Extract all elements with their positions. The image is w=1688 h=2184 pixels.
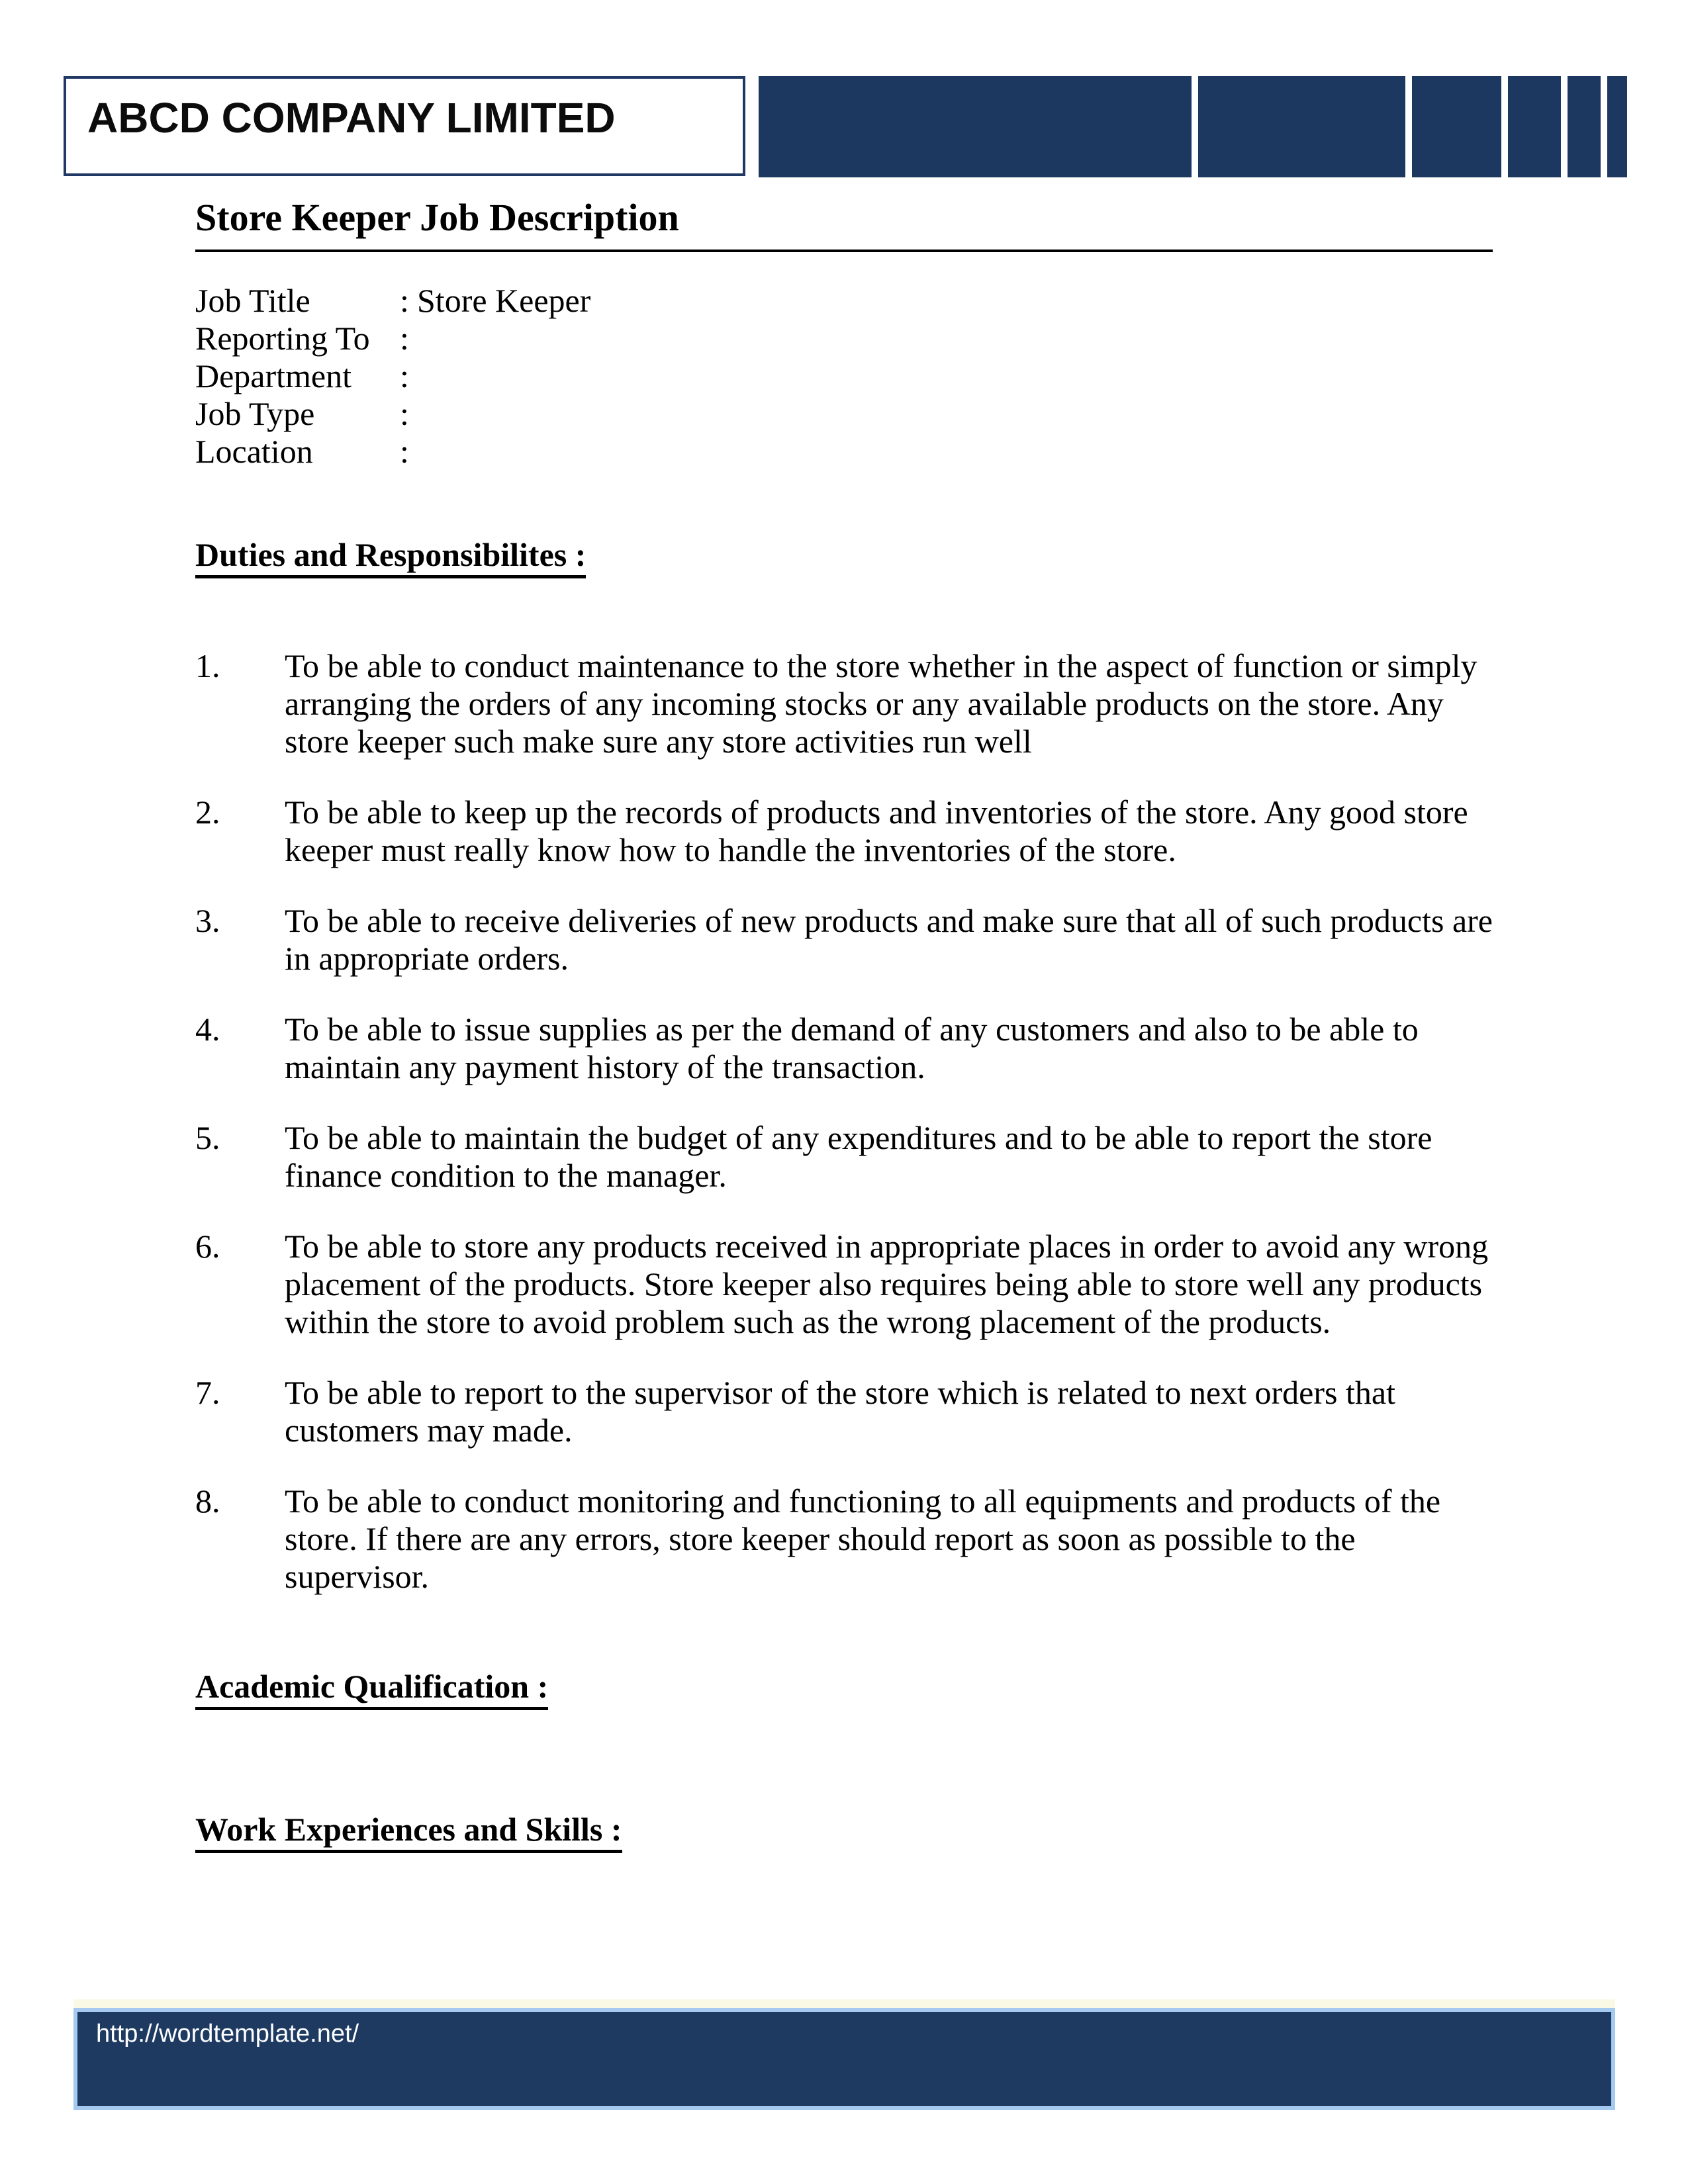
header-bar <box>1412 76 1501 177</box>
job-detail-value <box>417 357 590 395</box>
footer-url: http://wordtemplate.net/ <box>96 2020 359 2048</box>
list-item-text: To be able to issue supplies as per the demand of any customers and also to be able to maintain any payment history of the transaction. <box>285 1011 1419 1085</box>
job-detail-separator: : <box>400 395 409 432</box>
job-detail-separator: : <box>400 433 409 470</box>
job-detail-label: Job Type <box>195 395 315 432</box>
job-detail-row <box>195 395 590 433</box>
header-bar <box>759 76 1192 177</box>
list-item <box>195 1482 1509 1596</box>
list-item-number: 2. <box>195 794 220 831</box>
academic-qualification-heading <box>195 1668 548 1710</box>
header-bars <box>759 76 1627 177</box>
job-detail-label: Reporting To <box>195 320 370 357</box>
list-item-text: To be able to conduct maintenance to the store whether in the aspect of function or simply arranging the orders of any incoming stocks or any available products on the store. Any store keeper such make sure any store activities run well <box>285 647 1477 760</box>
list-item-number: 3. <box>195 902 220 939</box>
page-footer <box>73 2008 1615 2110</box>
job-detail-value <box>417 433 590 471</box>
job-detail-value: Store Keeper <box>417 282 591 319</box>
list-item-text: To be able to keep up the records of products and inventories of the store. Any good store keeper must really know how to handle the inventories of the store. <box>285 794 1468 868</box>
header-bar <box>1198 76 1405 177</box>
job-detail-label: Location <box>195 433 313 470</box>
job-detail-value <box>417 395 590 433</box>
work-experiences-heading-text: Work Experiences and Skills : <box>195 1811 622 1853</box>
academic-qualification-heading-text: Academic Qualification : <box>195 1668 548 1710</box>
job-detail-separator: : <box>400 357 409 394</box>
list-item-text: To be able to receive deliveries of new products and make sure that all of such products are in appropriate orders. <box>285 902 1493 977</box>
duties-list <box>195 647 1509 1629</box>
list-item <box>195 1374 1509 1449</box>
footer-top-strip <box>73 1999 1615 2008</box>
job-detail-row <box>195 357 590 395</box>
list-item <box>195 902 1509 978</box>
work-experiences-heading <box>195 1811 622 1853</box>
job-detail-label: Job Title <box>195 282 310 319</box>
company-name-box <box>64 76 745 176</box>
list-item <box>195 1228 1509 1341</box>
list-item <box>195 1011 1509 1086</box>
header-bar <box>1607 76 1627 177</box>
list-item-text: To be able to maintain the budget of any expenditures and to be able to report the store finance condition to the manager. <box>285 1119 1432 1194</box>
job-detail-row <box>195 320 590 357</box>
title-rule <box>195 250 1493 252</box>
list-item-number: 8. <box>195 1482 220 1520</box>
list-item <box>195 794 1509 869</box>
list-item-number: 5. <box>195 1119 220 1156</box>
company-name: ABCD COMPANY LIMITED <box>87 94 616 142</box>
job-detail-value <box>417 320 590 357</box>
list-item-number: 4. <box>195 1011 220 1048</box>
job-detail-row <box>195 433 590 471</box>
page-title: Store Keeper Job Description <box>195 196 679 239</box>
duties-heading-text: Duties and Responsibilites : <box>195 536 586 578</box>
list-item-text: To be able to store any products received in appropriate places in order to avoid any wrong placement of the products. Store keeper also requires being able to store well any products within the store to avoid problem such as the wrong placement of the products. <box>285 1228 1489 1340</box>
header-bar <box>1508 76 1561 177</box>
job-detail-separator: : <box>400 320 409 357</box>
list-item-number: 6. <box>195 1228 220 1265</box>
list-item-number: 7. <box>195 1374 220 1411</box>
job-details <box>195 282 590 471</box>
job-detail-row <box>195 282 590 320</box>
list-item-text: To be able to report to the supervisor of the store which is related to next orders that customers may made. <box>285 1374 1395 1449</box>
job-detail-separator: : <box>400 282 409 319</box>
list-item <box>195 647 1509 760</box>
job-detail-label: Department <box>195 357 352 394</box>
list-item <box>195 1119 1509 1195</box>
duties-heading <box>195 536 586 578</box>
header-bar <box>1568 76 1601 177</box>
list-item-text: To be able to conduct monitoring and functioning to all equipments and products of the store. If there are any errors, store keeper should report as soon as possible to the supervisor. <box>285 1482 1441 1595</box>
list-item-number: 1. <box>195 647 220 684</box>
